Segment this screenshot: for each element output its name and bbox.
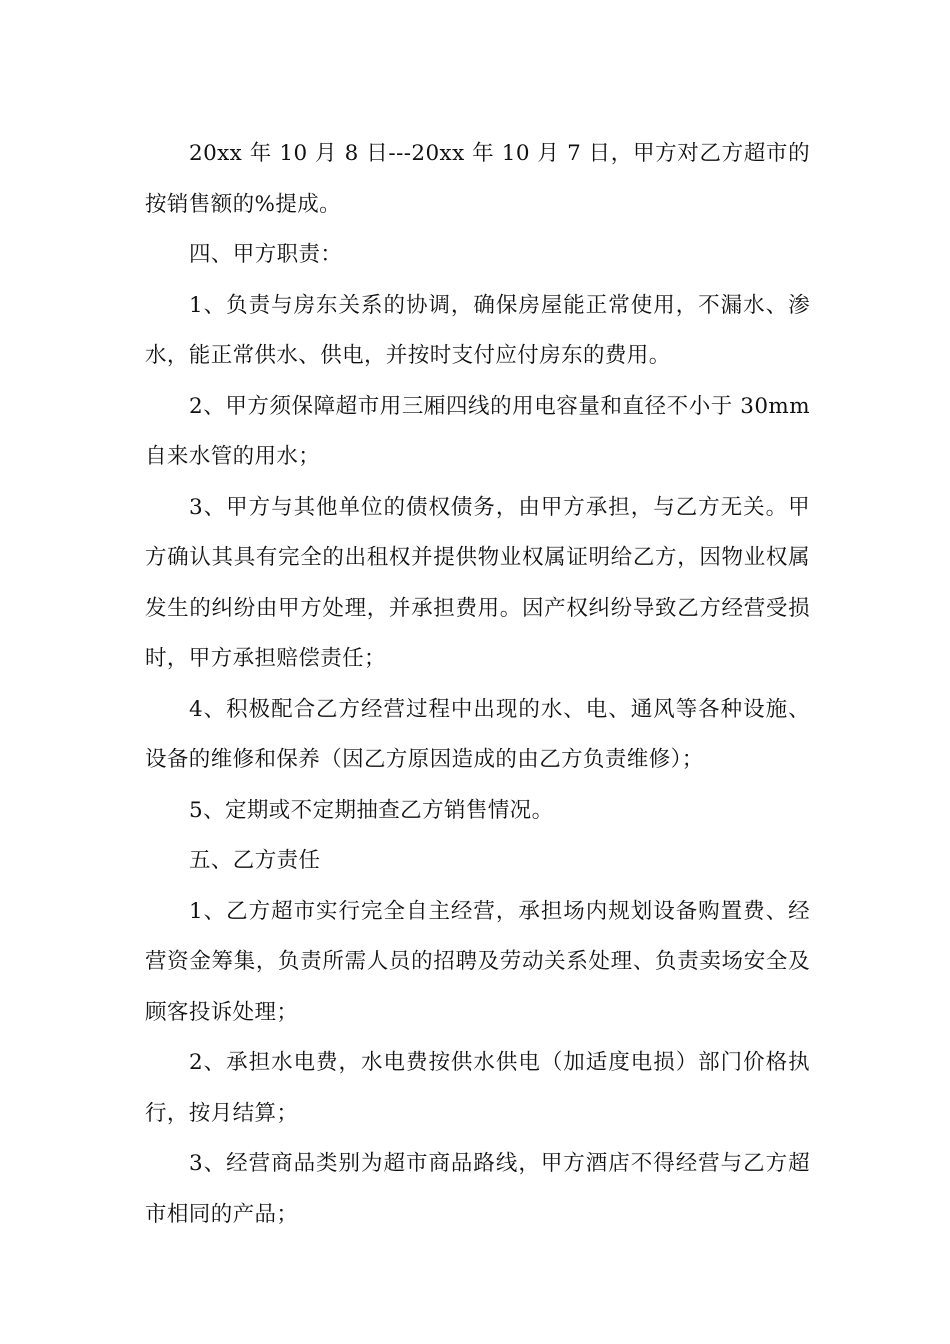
paragraph-commission-period: 20xx 年 10 月 8 日---20xx 年 10 月 7 日，甲方对乙方超市的按销售额的%提成。 — [145, 141, 810, 217]
paragraph-party-a-duty-5: 5、定期或不定期抽查乙方销售情况。 — [189, 797, 554, 823]
paragraph-party-a-duty-3: 3、甲方与其他单位的债权债务，由甲方承担，与乙方无关。甲方确认其具有完全的出租权并提供物业权属证明给乙方，因物业权属发生的纠纷由甲方处理，并承担费用。因产权纠纷导致乙方经营受损时，甲方承担赔偿责任； — [145, 494, 810, 671]
paragraph-party-b-duty-1: 1、乙方超市实行完全自主经营，承担场内规划设备购置费、经营资金筹集，负责所需人员的招聘及劳动关系处理、负责卖场安全及顾客投诉处理； — [145, 898, 810, 1025]
paragraph-party-a-duty-2: 2、甲方须保障超市用三厢四线的用电容量和直径不小于 30mm 自来水管的用水； — [145, 393, 810, 469]
paragraph-party-b-duty-3: 3、经营商品类别为超市商品路线，甲方酒店不得经营与乙方超市相同的产品； — [145, 1151, 810, 1227]
section-heading-party-b-duties: 五、乙方责任 — [189, 848, 321, 873]
document-body — [145, 129, 810, 1240]
paragraph-party-a-duty-4: 4、积极配合乙方经营过程中出现的水、电、通风等各种设施、设备的维修和保养（因乙方原因造成的由乙方负责维修）； — [145, 696, 810, 772]
section-heading-party-a-duties: 四、甲方职责： — [189, 242, 343, 267]
paragraph-party-a-duty-1: 1、负责与房东关系的协调，确保房屋能正常使用，不漏水、渗水，能正常供水、供电，并按时支付应付房东的费用。 — [145, 292, 810, 368]
paragraph-party-b-duty-2: 2、承担水电费，水电费按供水供电（加适度电损）部门价格执行，按月结算； — [145, 1050, 810, 1126]
